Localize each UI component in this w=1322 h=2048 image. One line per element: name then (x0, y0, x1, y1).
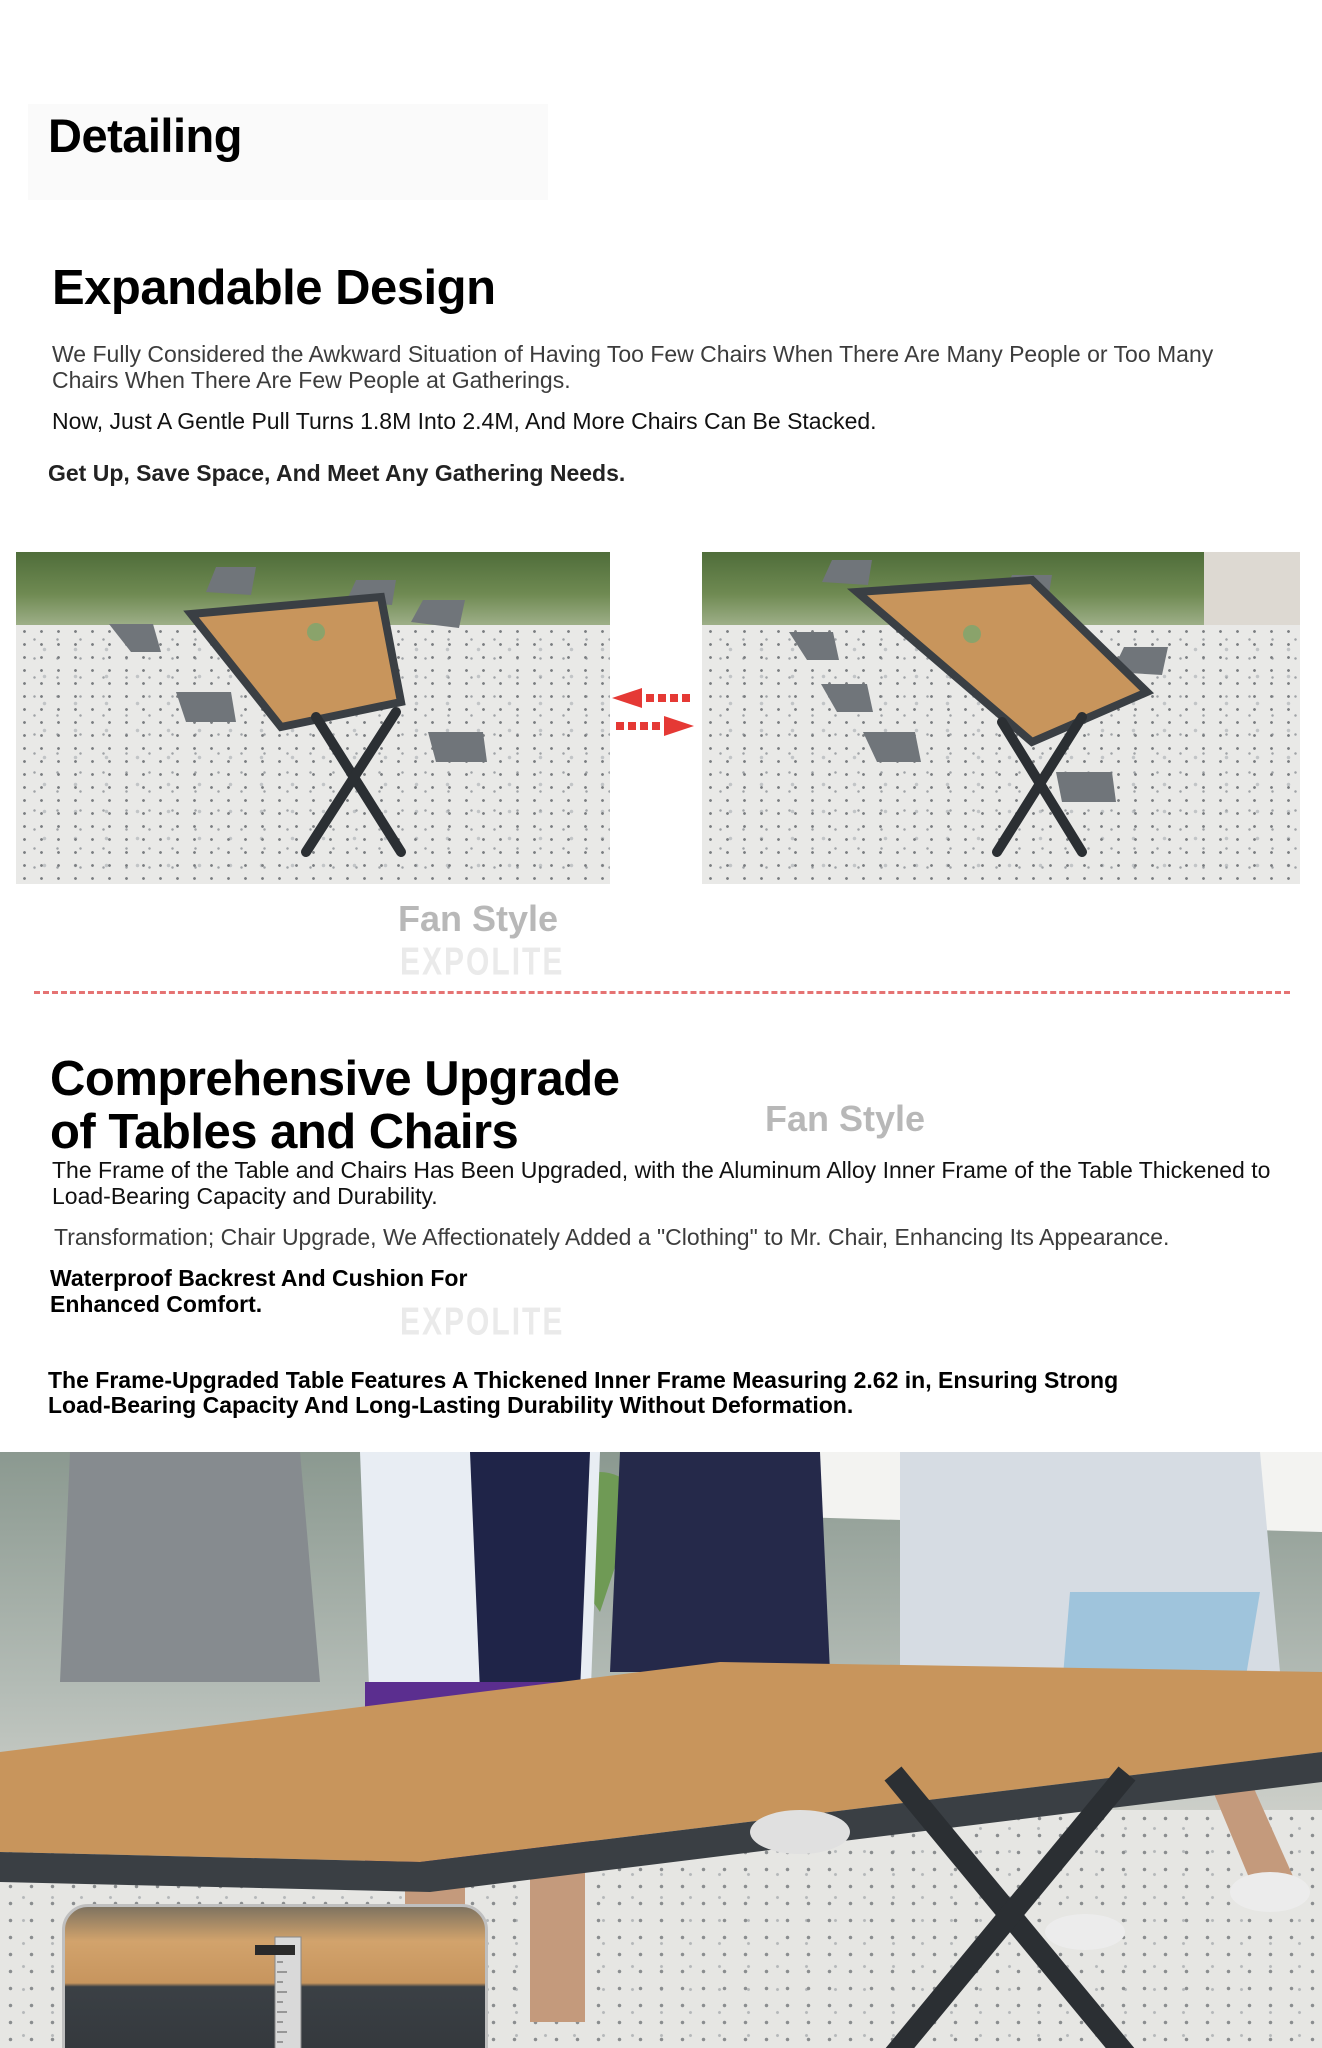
frame-detail-inset (62, 1904, 488, 2048)
upgrade-para-3-line-2: Enhanced Comfort. (50, 1291, 263, 1317)
upgrade-para-4-line-1: The Frame-Upgraded Table Features A Thickened Inner Frame Measuring 2.62 in, Ensuring Strong (48, 1367, 1119, 1393)
upgrade-para-1-line-1: The Frame of the Table and Chairs Has Been Upgraded, with the Aluminum Alloy Inner Frame of the Table Thickened to (52, 1157, 1271, 1183)
table-extended-photo (702, 552, 1300, 884)
upgrade-para-4-line-2: Load-Bearing Capacity And Long-Lasting Durability Without Deformation. (48, 1392, 854, 1418)
expandable-para-2: Now, Just A Gentle Pull Turns 1.8M Into 2.4M, And More Chairs Can Be Stacked. (52, 408, 877, 434)
upgrade-para-1-line-2: Load-Bearing Capacity and Durability. (52, 1183, 438, 1209)
detailing-title: Detailing (48, 109, 242, 162)
watermark-2: Fan Style (765, 1098, 926, 1139)
upgrade-title-line-2: of Tables and Chairs (50, 1105, 519, 1159)
watermark-1: Fan Style (398, 898, 559, 939)
expandable-para-3: Get Up, Save Space, And Meet Any Gathering Needs. (48, 460, 626, 486)
ghost-text-1: EXPOLITE (400, 940, 565, 984)
table-closed-photo (16, 552, 610, 884)
double-arrow-icon (612, 686, 694, 740)
expandable-para-1-line-1: We Fully Considered the Awkward Situation of Having Too Few Chairs When There Are Many People or Too Many (52, 341, 1214, 367)
upgrade-title-line-1: Comprehensive Upgrade (50, 1052, 620, 1106)
upgrade-para-2: Transformation; Chair Upgrade, We Affectionately Added a "Clothing" to Mr. Chair, Enhancing Its Appearance. (54, 1224, 1170, 1250)
expandable-para-1-line-2: Chairs When There Are Few People at Gatherings. (52, 367, 571, 393)
upgrade-para-3-line-1: Waterproof Backrest And Cushion For (50, 1265, 468, 1291)
expandable-title: Expandable Design (52, 261, 496, 315)
section-divider (34, 991, 1290, 994)
ghost-text-2: EXPOLITE (400, 1300, 565, 1344)
people-on-table-photo (0, 1452, 1322, 2048)
